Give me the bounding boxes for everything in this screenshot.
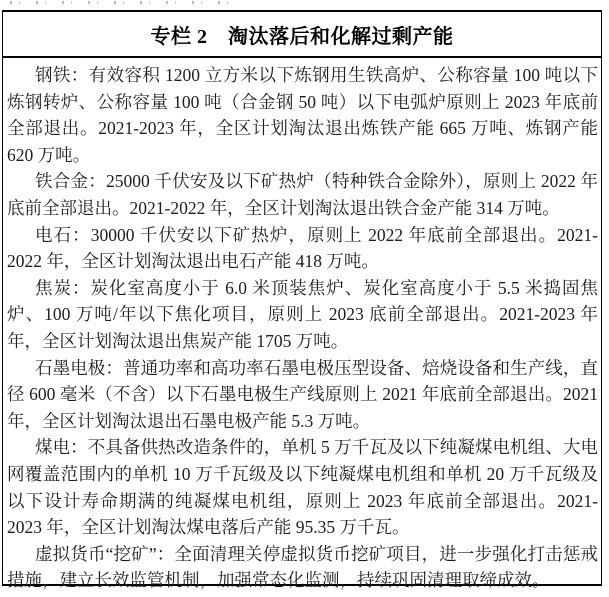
paragraph-steel: 钢铁：有效容积 1200 立方米以下炼钢用生铁高炉、公称容量 100 吨以下炼钢转炉、公称容量 100 吨（合金钢 50 吨）以下电弧炉原则上 2023 年底前全部退出。2021-2023 年，全区计划淘汰退出炼铁产能 665 万吨、炼钢产能 620 万吨。: [7, 65, 598, 165]
paragraph-coke: 焦炭：炭化室高度小于 6.0 米顶装焦炉、炭化室高度小于 5.5 米捣固焦炉、100 万吨/年以下焦化项目，原则上 2023 底前全部退出。2021-2023 年年，全区计划淘汰退出焦炭产能 1705 万吨。: [7, 277, 598, 351]
paragraph-crypto-mining: 虚拟货币“挖矿”：全面清理关停虚拟货币挖矿项目，进一步强化打击惩戒措施，建立长效监管机制，加强常态化监测，持续巩固清理取缔成效。: [7, 543, 598, 591]
clipped-text-remnant: [10, 1, 232, 4]
paragraph-graphite-electrode: 石墨电极：普通功率和高功率石墨电极压型设备、焙烧设备和生产线，直径 600 毫米（不含）以下石墨电极生产线原则上 2021 年底前全部退出。2021 年，全区计划淘汰退出石墨电极产能 5.3 万吨。: [7, 357, 598, 431]
panel-body: [3, 58, 601, 594]
paragraph-calcium-carbide: 电石：30000 千伏安以下矿热炉，原则上 2022 年底前全部退出。2021-2022 年，全区计划淘汰退出电石产能 418 万吨。: [7, 224, 598, 272]
policy-panel-box: [2, 10, 602, 591]
paragraph-ferroalloy: 铁合金：25000 千伏安及以下矿热炉（特种铁合金除外），原则上 2022 年底前全部退出。2021-2022 年，全区计划淘汰退出铁合金产能 314 万吨。: [7, 171, 598, 218]
paragraph-coal-power: 煤电：不具备供热改造条件的，单机 5 万千瓦及以下纯凝煤电机组、大电网覆盖范围内的单机 10 万千瓦级及以下纯凝煤电机组和单机 20 万千瓦级及以下设计寿命期满的纯凝煤电机组，原则上 2023 年底前全部退出。2021-2023 年，全区计划淘汰煤电落后产能 95.35 万千瓦。: [7, 437, 598, 538]
panel-title: 专栏 2 淘汰落后和化解过剩产能: [3, 12, 601, 58]
